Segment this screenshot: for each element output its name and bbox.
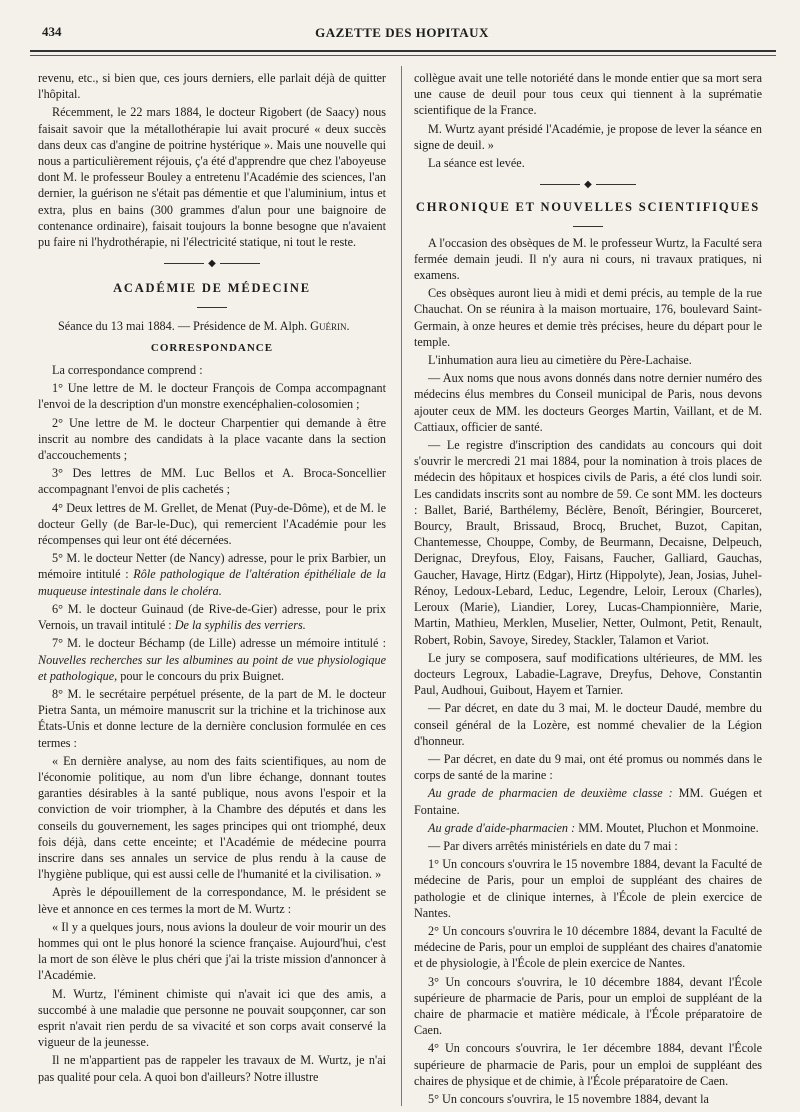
seance-line: Séance du 13 mai 1884. — Présidence de M. Alph. Guérin. (58, 318, 350, 333)
list-item: 4° Un concours s'ouvrira, le 1er décembre 1884, devant l'École supérieure de pharmacie de Paris, pour un emploi de suppléant des chaires de physique et de chimie, à l'École préparatoire de Caen. (414, 1041, 762, 1088)
paragraph: Récemment, le 22 mars 1884, le docteur Rigobert (de Saacy) nous faisait savoir que la métallothérapie lui avait procuré « deux succès dans deux cas d'angine de poitrine hystérique ». Mais une nouvelle qui nous a particulièrement réjouis, ç'a été d'apprendre que chez l'aboyeuse dont M. le professeur Bouley a entretenu l'Académie des sciences, l'an dernier, la guérison ne s'était pas démentie et que l'aluminium, intus et extra, plus en bains (300 grammes d'alun pour une baignoire de contenance ordinaire), faisait toujours la bonne besogne que n'avaient pu faire ni l'hydrothérapie, ni l'électricité statique, ni tout le reste. (38, 105, 386, 250)
separator: ◆ (414, 177, 762, 193)
paragraph: « Il y a quelques jours, nous avions la douleur de voir mourir un des hommes qui ont le plus honoré la science française. Aujourd'hui, c'est la mort de son élève le plus chéri que j'ai la triste mission d'annoncer à l'Académie. (38, 919, 386, 983)
paragraph: M. Wurtz, l'éminent chimiste qui n'avait ici que des amis, a succombé à une maladie que personne ne pouvait soupçonner, car son esprit n'avait rien perdu de sa vivacité et son corps avait conservé la vigueur de la jeunesse. (38, 986, 386, 1050)
list-item: 3° Un concours s'ouvrira, le 10 décembre 1884, devant l'École supérieure de pharmacie de Paris, pour un emploi de suppléant de la chaire de pharmacie et matière médicale, à l'École préparatoire de Caen. (414, 974, 762, 1038)
paragraph: Ces obsèques auront lieu à midi et demi précis, au temple de la rue Chauchat. On se réunira à la maison mortuaire, 176, boulevard Saint-Germain, à onze heures et demie très précises, heure du départ pour le temple. (414, 286, 762, 349)
list-item: 1° Une lettre de M. le docteur François de Compa accompagnant l'envoi de la description d'un monstre exencéphalien-colosomien ; (38, 381, 386, 412)
paragraph: — Aux noms que nous avons donnés dans notre dernier numéro des médecins élus membres du Conseil municipal de Paris, nous devons ajouter ceux de MM. les docteurs Georges Martin, Vaillant, et de M. Cattiaux, officier de santé. (414, 371, 762, 434)
paragraph: revenu, etc., si bien que, ces jours derniers, elle parlait déjà de quitter l'hôpital. (38, 71, 386, 102)
list-item: 1° Un concours s'ouvrira le 15 novembre 1884, devant la Faculté de médecine de Paris, pour un emploi de suppléant des chaires de pathologie et de clinique internes, à l'École de plein exercice de Nantes. (414, 857, 762, 920)
paragraph: Le jury se composera, sauf modifications ultérieures, de MM. les docteurs Legroux, Labadie-Lagrave, Dreyfus, Dehove, Constantin Paul, Audhoui, Guibout, Hayem et Tarnier. (414, 650, 762, 698)
list-item: 6° M. le docteur Guinaud (de Rive-de-Gier) adresse, pour le prix Vernois, un travail intitulé : De la syphilis des verriers. (38, 601, 386, 633)
paragraph: L'inhumation aura lieu au cimetière du Père-Lachaise. (428, 353, 692, 368)
header-rule (30, 50, 776, 52)
separator: ◆ (38, 256, 386, 272)
section-title-academie: ACADÉMIE DE MÉDECINE (113, 281, 311, 296)
paragraph: — Le registre d'inscription des candidats au concours qui doit s'ouvrir le mercredi 21 mai 1884, pour la nomination à trois places de médecin des hôpitaux et hospices civils de Paris, a été clos lundi soir. Les candidats inscrits sont au nombre de 59. Ce sont MM. les docteurs : Ballet, Barié, Barthélemy, Béclère, Benoît, Béringier, Bourceret, Bourcy, Brault, Brissaud, Brocq, Bruchet, Buzot, Capitan, Chantemesse, Chouppe, Comby, de Beurmann, Decaisne, Delpeuch, Derignac, Dreyfous, Eloy, Faisans, Faucher, Galliard, Gauchas, Gaucher, Havage, Hirtz (Edgar), Hirtz (Hippolyte), Jean, Josias, Juhel-Rénoy, Ledoux-Lebard, Leduc, Legendre, Leloir, Leroux (Charles), Leroux (Marie), Liandier, Lorey, Lucas-Championnière, Marie, Martin, Mathieu, Merklen, Muselier, Netter, Oulmont, Petit, Renault, Robert, Robin, Savoye, Siredey, Stackler, Talamon et Variot. (414, 438, 762, 647)
list-item: 7° M. le docteur Béchamp (de Lille) adresse un mémoire intitulé : Nouvelles recherches sur les albumines au point de vue physiologique et pathologique, pour le concours du prix Buignet. (38, 636, 386, 683)
paragraph: — Par décret, en date du 9 mai, ont été promus ou nommés dans le corps de santé de la marine : (414, 751, 762, 783)
paragraph: — Par décret, en date du 3 mai, M. le docteur Daudé, membre du conseil général de la Lozère, est nommé chevalier de la Légion d'honneur. (414, 701, 762, 748)
short-rule (197, 307, 227, 308)
list-item: 2° Une lettre de M. le docteur Charpentier qui demande à être inscrit au nombre des candidats à la place vacante dans la section d'accouchements ; (38, 415, 386, 463)
paragraph: — Par divers arrêtés ministériels en date du 7 mai : (428, 838, 678, 853)
list-item: 3° Des lettres de MM. Luc Bellos et A. Broca-Soncellier accompagnant l'envoi de plis cachetés ; (38, 466, 386, 497)
list-item: 8° M. le secrétaire perpétuel présente, de la part de M. le docteur Pietra Santa, un mémoire manuscrit sur la trichine et la trichinose aux États-Unis et donne lecture de la dernière conclusion formulée en ces termes : (38, 686, 386, 750)
running-title: GAZETTE DES HOPITAUX (315, 25, 489, 40)
header-rule-thin (30, 55, 776, 56)
column-divider (401, 66, 402, 1106)
page-number: 434 (42, 24, 62, 39)
paragraph: A l'occasion des obsèques de M. le professeur Wurtz, la Faculté sera fermée demain jeudi. Il n'y aura ni cours, ni travaux pratiques, ni examens. (414, 235, 762, 283)
paragraph: La correspondance comprend : (52, 363, 203, 378)
list-item: 5° M. le docteur Netter (de Nancy) adresse, pour le prix Barbier, un mémoire intitulé : Rôle pathologique de l'altération épithéliale de la muqueuse intestinale dans le choléra. (38, 551, 386, 598)
quote: « En dernière analyse, au nom des faits scientifiques, au nom de l'économie politique, au nom d'un libre échange, donnant toutes garanties désirables à la santé publique, nous avons l'espoir et la conviction de voir triompher, à la Chambre des députés et dans les conseils du gouvernement, les sages principes qui ont triomphé, deux fois déjà, dans cette enceinte; et l'Académie de médecine pourra inscrire dans ses annales un service de plus rendu à la cause de l'hygiène publique, qui est aussi celle de l'humanité et la civilisation. » (38, 753, 386, 882)
paragraph: Après le dépouillement de la correspondance, M. le président se lève et annonce en ces termes la mort de M. Wurtz : (38, 885, 386, 916)
short-rule (573, 226, 603, 227)
page-header (42, 24, 762, 46)
paragraph: Il ne m'appartient pas de rappeler les travaux de M. Wurtz, je n'ai pas qualité pour cela. A quoi bon d'ailleurs? Notre illustre (38, 1053, 386, 1084)
left-column (38, 70, 386, 1087)
subsection-title-correspondance: CORRESPONDANCE (150, 341, 274, 354)
paragraph: Au grade de pharmacien de deuxième classe : MM. Guégen et Fontaine. (414, 786, 762, 817)
paragraph: La séance est levée. (428, 156, 525, 171)
list-item: 4° Deux lettres de M. Grellet, de Menat (Puy-de-Dôme), et de M. le docteur Gelly (de Bar-le-Duc), qui remercient l'Académie pour les récompenses qui leur ont été décernées. (38, 500, 386, 548)
section-title-chronique: CHRONIQUE ET NOUVELLES SCIENTIFIQUES (415, 200, 761, 215)
list-item: 2° Un concours s'ouvrira le 10 décembre 1884, devant la Faculté de médecine de Paris, pour un emploi de suppléant des chaires d'anatomie et de physiologie, à l'École de plein exercice de Nantes. (414, 923, 762, 971)
paragraph: Au grade d'aide-pharmacien : MM. Moutet, Pluchon et Monmoine. (428, 820, 759, 835)
list-item: 5° Un concours s'ouvrira, le 15 novembre 1884, devant la (428, 1091, 709, 1106)
paragraph: collègue avait une telle notoriété dans le monde entier que sa mort sera une cause de deuil pour tous ceux qui tiennent à la suprématie scientifique de la France. (414, 71, 762, 118)
paragraph: M. Wurtz ayant présidé l'Académie, je propose de lever la séance en signe de deuil. » (414, 121, 762, 152)
right-column (414, 70, 762, 1109)
